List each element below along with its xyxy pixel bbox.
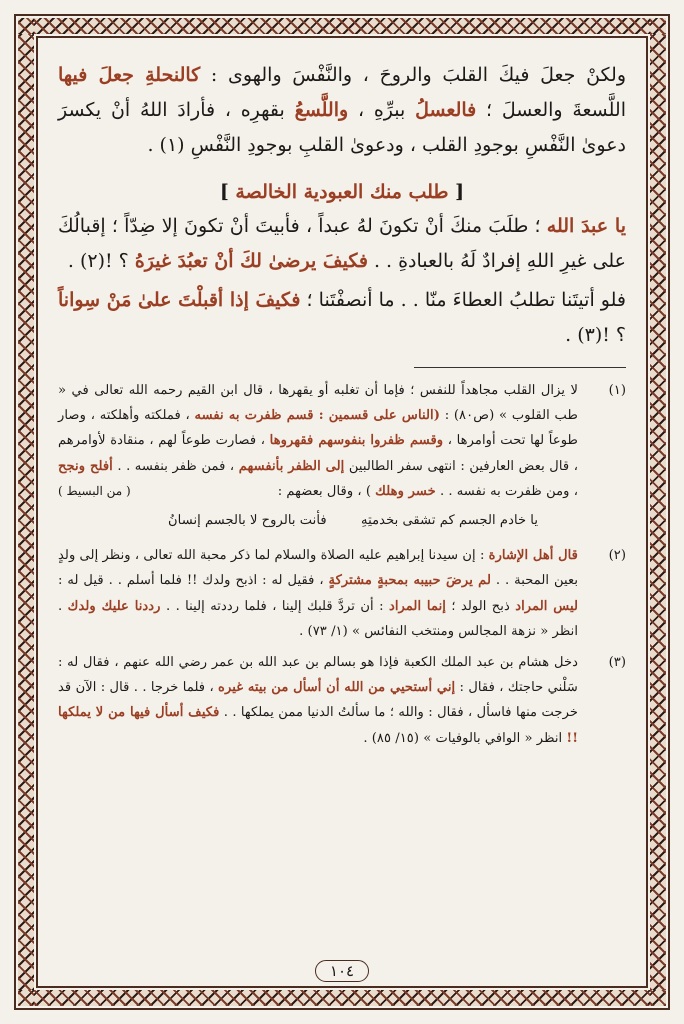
poem-meter: ( من البسيط )	[58, 483, 131, 498]
text-run: ) ، وقال بعضهم :	[277, 483, 376, 499]
bracket-close: ]	[219, 181, 236, 203]
text-run: ، فمن ظفر بنفسه . .	[112, 458, 239, 474]
highlight-text: لم يرضَ حبيبه بمحبةٍ مشتركةٍ	[328, 573, 491, 589]
highlight-text: قال أهل الإشارة	[488, 548, 578, 564]
highlight-text: فكيفَ يرضىٰ لكَ أنْ تعبُدَ غيرَهُ	[134, 250, 368, 272]
highlight-text: واللَّسعُ	[294, 99, 349, 121]
paragraph-3	[58, 283, 626, 353]
text-run: ؟ !(٣) .	[565, 324, 626, 346]
text-run: ، فصارت طوعاً لهم ، منقادة لأوامرهم ، قال بعض العارفين : انتهى سفر الطالبين	[58, 433, 578, 474]
poem-hemistich-left: فأنت بالروح لا بالجسم إنسانُ	[168, 513, 327, 529]
text-run: ، ومن ظفرت به نفسه . .	[435, 483, 578, 499]
footnote-text	[58, 543, 578, 644]
footnote-3	[58, 650, 626, 751]
footnote-1	[58, 378, 626, 537]
footnotes	[58, 378, 626, 751]
highlight-text: إنما المراد	[389, 598, 446, 614]
text-run: ؟ !(٢) .	[67, 250, 135, 272]
text-run: ، فلما خرجا . . قال : الآن قد خرجت منها فاسأل ، فقال : والله ؛ ما سألتُ الدنيا ممن يملكها . .	[58, 680, 579, 721]
page-number: ١٠٤	[315, 960, 369, 982]
text-run: : أن تردَّ قلبك إلينا ، فلما رددته إلينا . .	[160, 598, 389, 614]
highlight-text: ليس المراد	[515, 598, 579, 614]
highlight-text: إلى الظفر بأنفسهم	[238, 458, 345, 474]
highlight-text: خسر وهلك	[375, 483, 436, 499]
footnote-text	[58, 650, 578, 751]
highlight-text: كالنحلةِ جعلَ فيها	[58, 64, 201, 86]
text-run: ذبح الولد ؛	[445, 598, 516, 614]
poem-hemistich-right: يا خادم الجسم كم تشقى بخدمتِهِ	[361, 513, 538, 529]
main-text	[58, 58, 626, 353]
highlight-text: (الناس على قسمين : قسم ظفرت به نفسه	[194, 408, 440, 424]
text-run: : إن سيدنا إبراهيم عليه الصلاة والسلام لما ذكر محبة الله تعالى ، ونظر إلى ولدٍ بعين المحبة . .	[58, 548, 578, 589]
text-run: اللَّسعةَ والعسلَ ؛	[476, 99, 626, 121]
footnote-2	[58, 543, 626, 644]
highlight-text: أفلح ونجح	[58, 458, 113, 474]
text-run: دخل هشام بن عبد الملك الكعبة فإذا هو بسالم بن عبد الله بن عمر رضي الله عنهم ، فقال له : سَلْني حاجتك ، فقال :	[58, 655, 578, 696]
highlight-text: يا عبدَ الله	[546, 215, 626, 237]
footnote-separator	[414, 367, 626, 368]
footnote-number: (١)	[608, 383, 626, 398]
page-number-badge	[0, 960, 684, 982]
text-run: ببرِّهِ ،	[348, 99, 416, 121]
paragraph-1	[58, 58, 626, 163]
text-run: انظر « الوافي بالوفيات » (١٥/ ٨٥) .	[363, 730, 567, 746]
text-run: ، فملكته وأهلكته ، وصار طوعاً لها تحت أوامرها ،	[58, 408, 579, 449]
section-heading	[58, 181, 626, 203]
paragraph-2	[58, 209, 626, 279]
page-content	[58, 58, 626, 958]
poem-verse	[58, 508, 578, 533]
footnote-text	[58, 378, 578, 537]
highlight-text: فكيف أسأل فيها من لا يملكها !!	[58, 705, 578, 746]
highlight-text: فالعسلُ	[415, 99, 477, 121]
text-run: ، فقيل له : اذبح ولدك !! فلما أسلم . . قيل له :	[58, 573, 329, 589]
footnote-number: (٣)	[608, 655, 626, 671]
footnote-number: (٢)	[608, 548, 626, 564]
text-run: ولكنْ جعلَ فيكَ القلبَ والروحَ ، والنَّفْسَ والهوى :	[200, 64, 627, 86]
text-run: لا يزال القلب مجاهداً للنفس ؛ فإما أن تغلبه أو يقهرها ، قال ابن القيم رحمه الله تعالى في « طب القلوب » (ص٨٠) :	[58, 383, 578, 424]
highlight-text: إني أستحيي من الله أن أسأل من بيته غيره	[218, 680, 456, 696]
highlight-text: رددنا عليك ولدك	[67, 598, 161, 614]
highlight-text: فكيفَ إذا أقبلْتَ علىٰ مَنْ سِواناً	[58, 289, 301, 311]
text-run: فلو أتيتَنا تطلبُ العطاءَ منّا . . ما أنصفْتَنا ؛	[300, 289, 626, 311]
section-heading-text: طلب منك العبودية الخالصة	[235, 181, 449, 203]
text-run: ؛ طلَبَ منكَ أنْ تكونَ لهُ عبداً ، فأبيتَ أنْ تكونَ إلا ضِدّاً ؛ إقبالُكَ على غيرِ اللهِ إفرادٌ لَهُ بالعبادةِ . .	[58, 215, 626, 272]
text-run: بقهرِه ، فأرادَ اللهُ أنْ يكسرَ دعوىٰ النَّفْسِ بوجودِ القلب ، ودعوىٰ القلبِ بوجودِ النَّفْسِ (١) .	[58, 99, 626, 156]
highlight-text: وقسم ظفروا بنفوسهم فقهروها	[269, 433, 444, 449]
text-run: . انظر « نزهة المجالس ومنتخب النفائس » (١/ ٧٣) .	[58, 598, 578, 639]
bracket-open: [	[448, 181, 465, 203]
